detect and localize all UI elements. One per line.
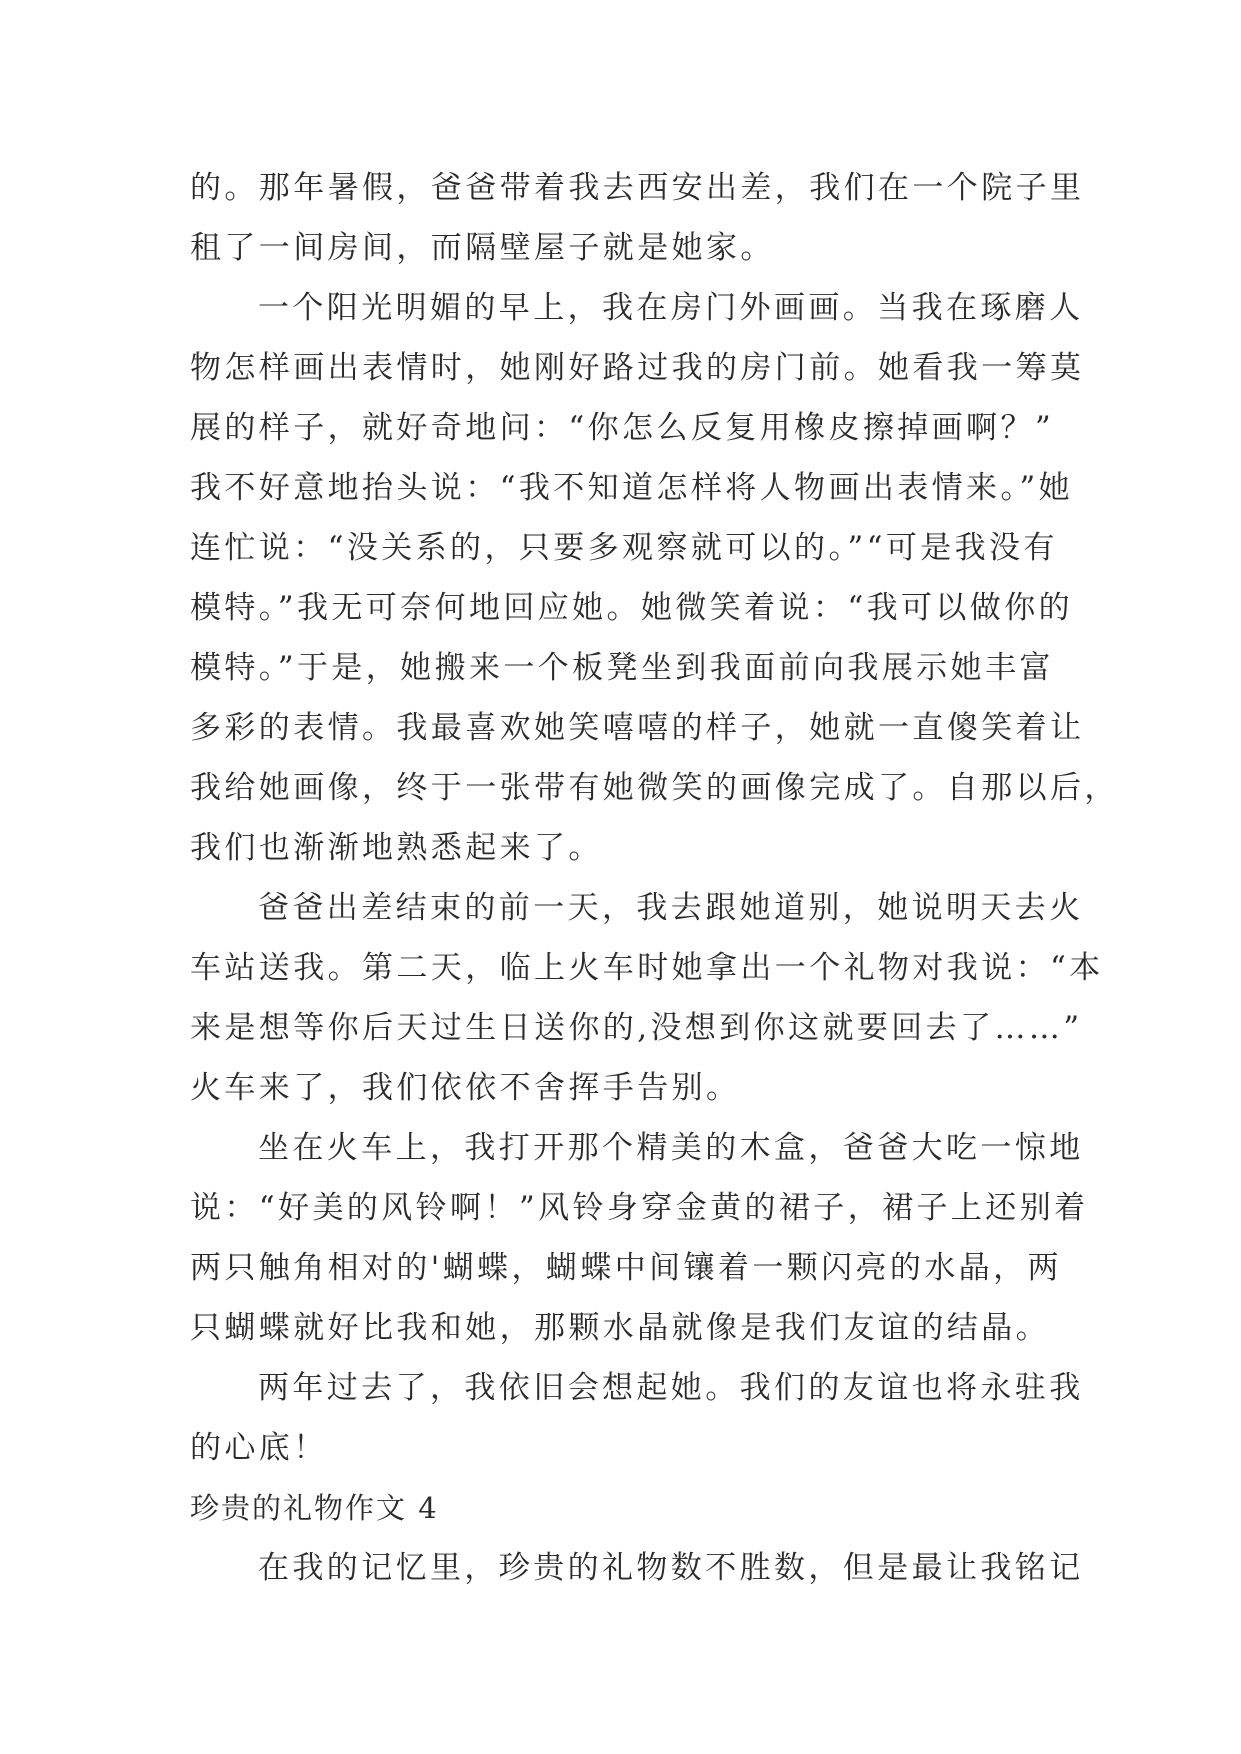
paragraph-start-line: 在我的记忆里，珍贵的礼物数不胜数，但是最让我铭记 bbox=[258, 1550, 1084, 1586]
text-line: 只蝴蝶就好比我和她，那颗水晶就像是我们友谊的结晶。 bbox=[190, 1310, 1050, 1346]
article-body bbox=[190, 158, 1119, 1598]
paragraph-start-line: 坐在火车上，我打开那个精美的木盒，爸爸大吃一惊地 bbox=[258, 1130, 1084, 1166]
paragraph-start-line: 爸爸出差结束的前一天，我去跟她道别，她说明天去火 bbox=[258, 890, 1084, 926]
paragraph-start-line: 两年过去了，我依旧会想起她。我们的友谊也将永驻我 bbox=[258, 1370, 1084, 1406]
text-line: 我给她画像，终于一张带有她微笑的画像完成了。自那以后， bbox=[190, 770, 1119, 806]
text-line: 说：“好美的风铃啊！”风铃身穿金黄的裙子，裙子上还别着 bbox=[190, 1190, 1089, 1226]
text-line: 租了一间房间，而隔壁屋子就是她家。 bbox=[190, 230, 775, 266]
text-line: 我们也渐渐地熟悉起来了。 bbox=[190, 830, 603, 866]
text-line: 连忙说：“没关系的，只要多观察就可以的。”“可是我没有 bbox=[190, 530, 1058, 566]
text-line: 多彩的表情。我最喜欢她笑嘻嘻的样子，她就一直傻笑着让 bbox=[190, 710, 1085, 746]
text-line: 车站送我。第二天，临上火车时她拿出一个礼物对我说：“本 bbox=[190, 950, 1104, 986]
text-line: 的。那年暑假，爸爸带着我去西安出差，我们在一个院子里 bbox=[190, 170, 1085, 206]
section-heading: 珍贵的礼物作文 4 bbox=[190, 1491, 439, 1525]
text-line: 展的样子，就好奇地问：“你怎么反复用橡皮擦掉画啊？” bbox=[190, 410, 1055, 446]
text-line: 火车来了，我们依依不舍挥手告别。 bbox=[190, 1070, 741, 1106]
text-line: 模特。”于是，她搬来一个板凳坐到我面前向我展示她丰富 bbox=[190, 650, 1054, 686]
text-line: 的心底！ bbox=[190, 1430, 328, 1466]
text-line: 两只触角相对的'蝴蝶，蝴蝶中间镶着一颗闪亮的水晶，两 bbox=[190, 1250, 1062, 1286]
text-line: 模特。”我无可奈何地回应她。她微笑着说：“我可以做你的 bbox=[190, 590, 1073, 626]
text-line: 来是想等你后天过生日送你的,没想到你这就要回去了……” bbox=[190, 1010, 1083, 1046]
text-line: 物怎样画出表情时，她刚好路过我的房门前。她看我一筹莫 bbox=[190, 350, 1085, 386]
text-line: 我不好意地抬头说：“我不知道怎样将人物画出表情来。”她 bbox=[190, 470, 1073, 506]
paragraph-start-line: 一个阳光明媚的早上，我在房门外画画。当我在琢磨人 bbox=[258, 290, 1084, 326]
